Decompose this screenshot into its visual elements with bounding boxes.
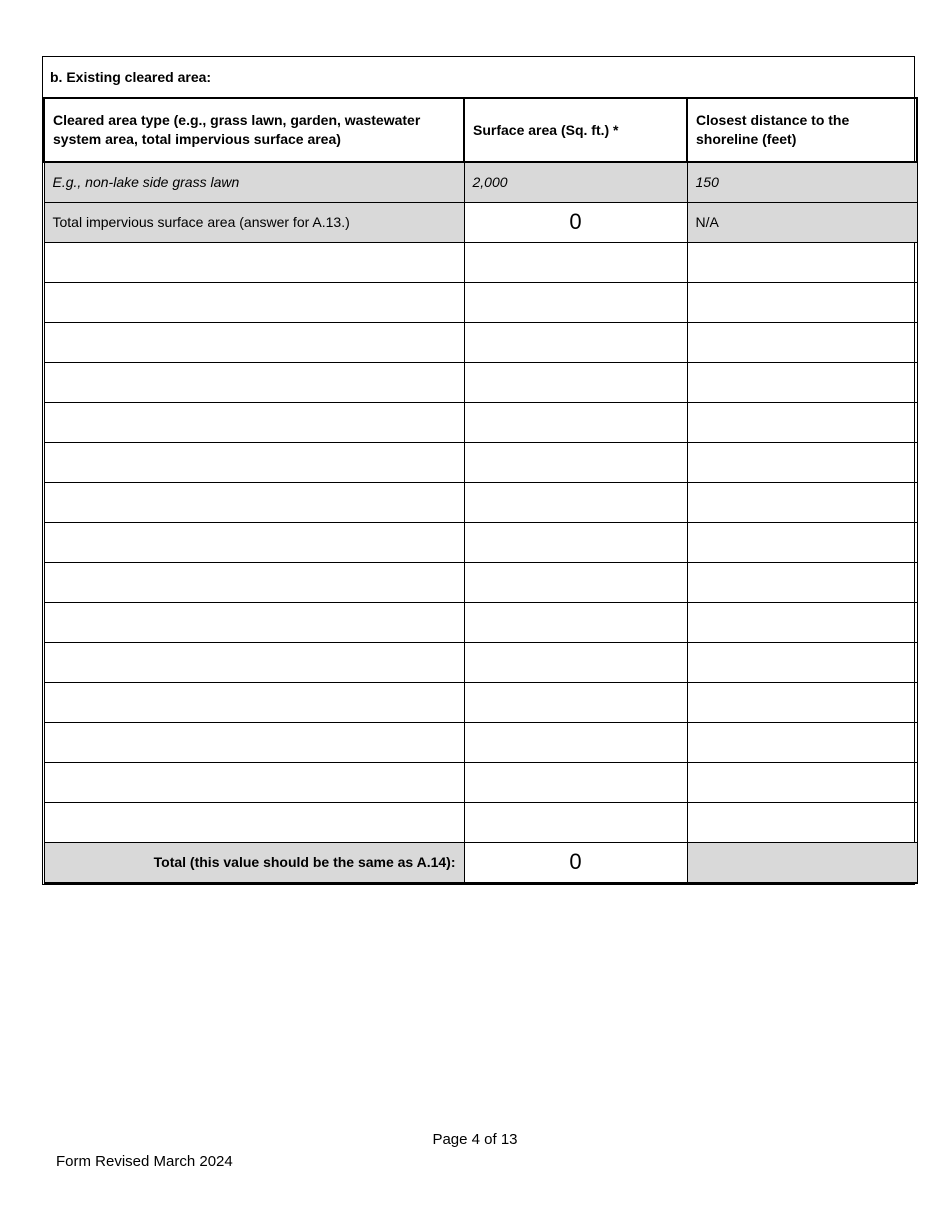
impervious-row	[44, 202, 917, 242]
entry-row	[44, 442, 917, 482]
header-shore-distance: Closest distance to the shoreline (feet)	[687, 98, 917, 162]
example-row	[44, 162, 917, 202]
shore-distance-field[interactable]	[687, 482, 917, 522]
example-surface-area: 2,000	[464, 162, 687, 202]
shore-distance-field[interactable]	[687, 722, 917, 762]
header-surface-area: Surface area (Sq. ft.) *	[464, 98, 687, 162]
shore-distance-field[interactable]	[687, 282, 917, 322]
form-revised-date: Form Revised March 2024	[56, 1153, 233, 1170]
impervious-label: Total impervious surface area (answer for A.13.)	[44, 202, 464, 242]
entry-row	[44, 482, 917, 522]
entry-row	[44, 242, 917, 282]
entry-row	[44, 802, 917, 842]
entry-row	[44, 402, 917, 442]
shore-distance-field[interactable]	[687, 602, 917, 642]
shore-distance-field[interactable]	[687, 522, 917, 562]
shore-distance-field[interactable]	[687, 802, 917, 842]
shore-distance-field[interactable]	[687, 362, 917, 402]
area-type-field[interactable]	[44, 242, 464, 282]
area-type-field[interactable]	[44, 282, 464, 322]
entry-row	[44, 762, 917, 802]
total-surface-field[interactable]: 0	[464, 842, 687, 883]
surface-area-field[interactable]	[464, 442, 687, 482]
area-type-field[interactable]	[44, 562, 464, 602]
area-type-field[interactable]	[44, 522, 464, 562]
total-blank-cell	[687, 842, 917, 883]
shore-distance-field[interactable]	[687, 682, 917, 722]
entry-row	[44, 522, 917, 562]
shore-distance-field[interactable]	[687, 642, 917, 682]
entry-row	[44, 282, 917, 322]
entry-row	[44, 722, 917, 762]
impervious-surface-field[interactable]: 0	[464, 202, 687, 242]
entry-row	[44, 362, 917, 402]
area-type-field[interactable]	[44, 762, 464, 802]
total-label: Total (this value should be the same as A.14):	[44, 842, 464, 883]
surface-area-field[interactable]	[464, 722, 687, 762]
surface-area-field[interactable]	[464, 362, 687, 402]
shore-distance-field[interactable]	[687, 442, 917, 482]
surface-area-field[interactable]	[464, 642, 687, 682]
surface-area-field[interactable]	[464, 762, 687, 802]
cleared-area-form	[42, 56, 915, 885]
shore-distance-field[interactable]	[687, 762, 917, 802]
example-area-type: E.g., non-lake side grass lawn	[44, 162, 464, 202]
area-type-field[interactable]	[44, 482, 464, 522]
area-type-field[interactable]	[44, 602, 464, 642]
shore-distance-field[interactable]	[687, 322, 917, 362]
total-row	[44, 842, 917, 883]
page-number: Page 4 of 13	[432, 1131, 518, 1148]
impervious-distance: N/A	[687, 202, 917, 242]
entry-row	[44, 562, 917, 602]
area-type-field[interactable]	[44, 722, 464, 762]
header-row	[44, 98, 917, 162]
section-title: b. Existing cleared area:	[50, 69, 212, 85]
area-type-field[interactable]	[44, 322, 464, 362]
surface-area-field[interactable]	[464, 482, 687, 522]
area-type-field[interactable]	[44, 442, 464, 482]
entry-row	[44, 322, 917, 362]
surface-area-field[interactable]	[464, 282, 687, 322]
shore-distance-field[interactable]	[687, 242, 917, 282]
area-type-field[interactable]	[44, 362, 464, 402]
surface-area-field[interactable]	[464, 522, 687, 562]
area-type-field[interactable]	[44, 642, 464, 682]
surface-area-field[interactable]	[464, 562, 687, 602]
area-type-field[interactable]	[44, 802, 464, 842]
area-type-field[interactable]	[44, 402, 464, 442]
shore-distance-field[interactable]	[687, 562, 917, 602]
cleared-area-table	[43, 97, 918, 884]
surface-area-field[interactable]	[464, 402, 687, 442]
shore-distance-field[interactable]	[687, 402, 917, 442]
example-shore-distance: 150	[687, 162, 917, 202]
entry-row	[44, 602, 917, 642]
entry-row	[44, 642, 917, 682]
surface-area-field[interactable]	[464, 802, 687, 842]
area-type-field[interactable]	[44, 682, 464, 722]
entry-row	[44, 682, 917, 722]
surface-area-field[interactable]	[464, 242, 687, 282]
surface-area-field[interactable]	[464, 602, 687, 642]
header-area-type: Cleared area type (e.g., grass lawn, garden, wastewater system area, total impervious surface area)	[44, 98, 464, 162]
surface-area-field[interactable]	[464, 322, 687, 362]
surface-area-field[interactable]	[464, 682, 687, 722]
